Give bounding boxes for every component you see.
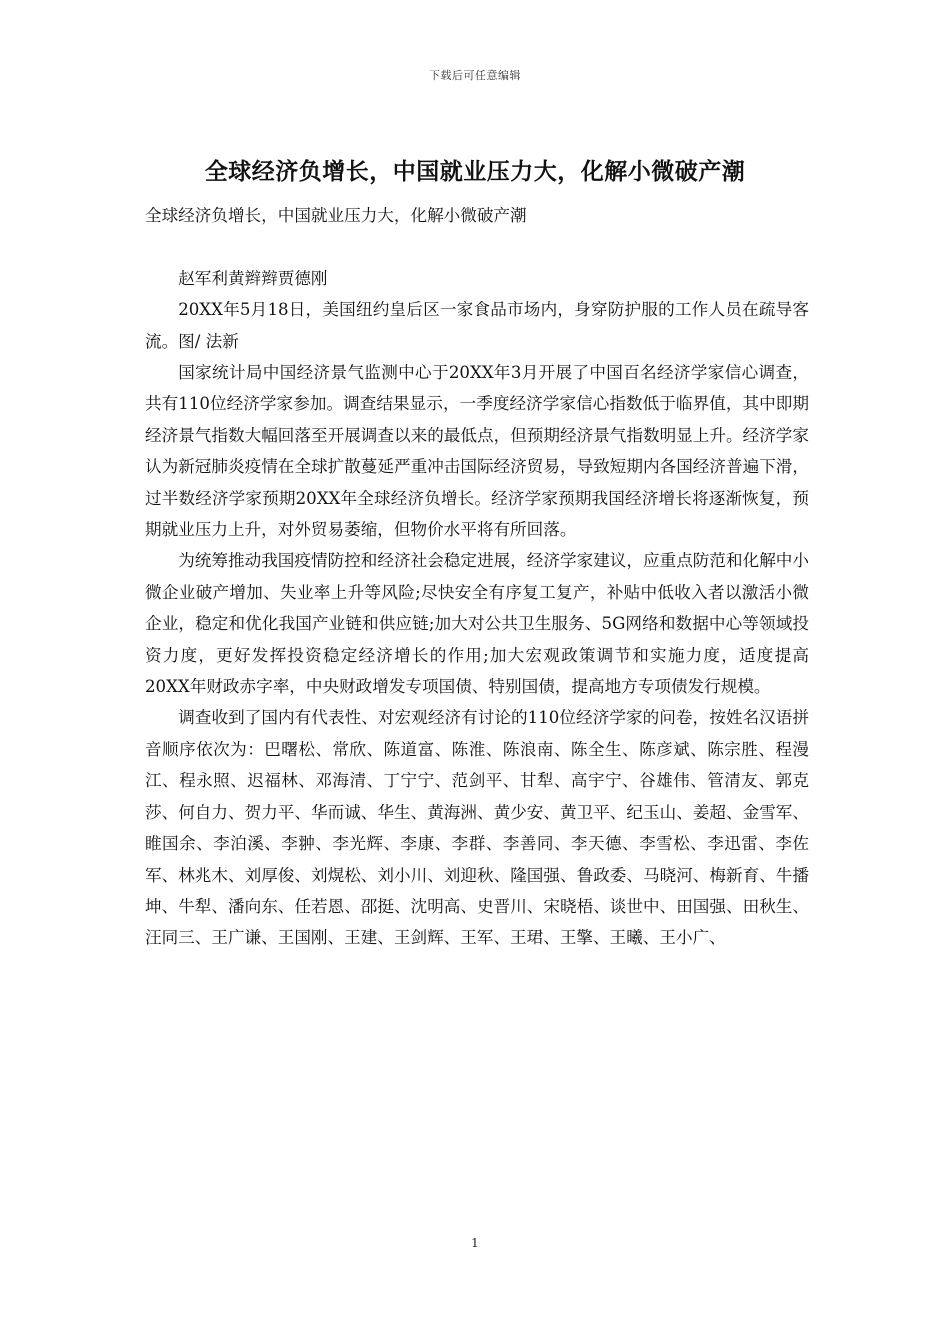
paragraph-survey: 国家统计局中国经济景气监测中心于20XX年3月开展了中国百名经济学家信心调查，共有110位经济学家参加。调查结果显示，一季度经济学家信心指数低于临界值，其中即期经济景气指数大幅回落至开展调查以来的最低点，但预期经济景气指数明显上升。经济学家认为新冠肺炎疫情在全球扩散蔓延严重冲击国际经济贸易，导致短期内各国经济普遍下滑，过半数经济学家预期20XX年全球经济负增长。经济学家预期我国经济增长将逐渐恢复，预期就业压力上升，对外贸易萎缩，但物价水平将有所回落。 — [145, 363, 809, 540]
page-number: 1 — [471, 1236, 479, 1250]
paragraph-economist-list: 调查收到了国内有代表性、对宏观经济有讨论的110位经济学家的问卷，按姓名汉语拼音顺序依次为：巴曙松、常欣、陈道富、陈淮、陈浪南、陈全生、陈彦斌、陈宗胜、程漫江、程永照、迟福林、邓海清、丁宁宁、范剑平、甘犁、高宇宁、谷雄伟、管清友、郭克莎、何自力、贺力平、华而诚、华生、黄海洲、黄少安、黄卫平、纪玉山、姜超、金雪军、睢国余、李泊溪、李翀、李光辉、李康、李群、李善同、李天德、李雪松、李迅雷、李佐军、林兆木、刘厚俊、刘熀松、刘小川、刘迎秋、隆国强、鲁政委、马晓河、梅新育、牛播坤、牛犁、潘向东、任若恩、邵挺、沈明高、史晋川、宋晓梧、谈世中、田国强、田秋生、汪同三、王广谦、王国刚、王建、王剑辉、王军、王珺、王擎、王曦、王小广、 — [145, 708, 809, 948]
page-header-note: 下载后可任意编辑 — [429, 69, 521, 82]
author-line: 赵军利黄辫辫贾德刚 — [178, 268, 328, 288]
photo-caption: 20XX年5月18日，美国纽约皇后区一家食品市场内，身穿防护服的工作人员在疏导客流。图/ 法新 — [145, 300, 809, 351]
document-subtitle: 全球经济负增长，中国就业压力大，化解小微破产潮 — [145, 206, 527, 225]
document-body — [145, 200, 809, 954]
document-title: 全球经济负增长，中国就业压力大，化解小微破产潮 — [204, 158, 746, 185]
paragraph-recommendations: 为统筹推动我国疫情防控和经济社会稳定进展，经济学家建议，应重点防范和化解中小微企业破产增加、失业率上升等风险;尽快安全有序复工复产，补贴中低收入者以激活小微企业，稳定和优化我国产业链和供应链;加大对公共卫生服务、5G网络和数据中心等领域投资力度，更好发挥投资稳定经济增长的作用;加大宏观政策调节和实施力度，适度提高20XX年财政赤字率，中央财政增发专项国债、特别国债，提高地方专项债发行规模。 — [145, 551, 809, 697]
